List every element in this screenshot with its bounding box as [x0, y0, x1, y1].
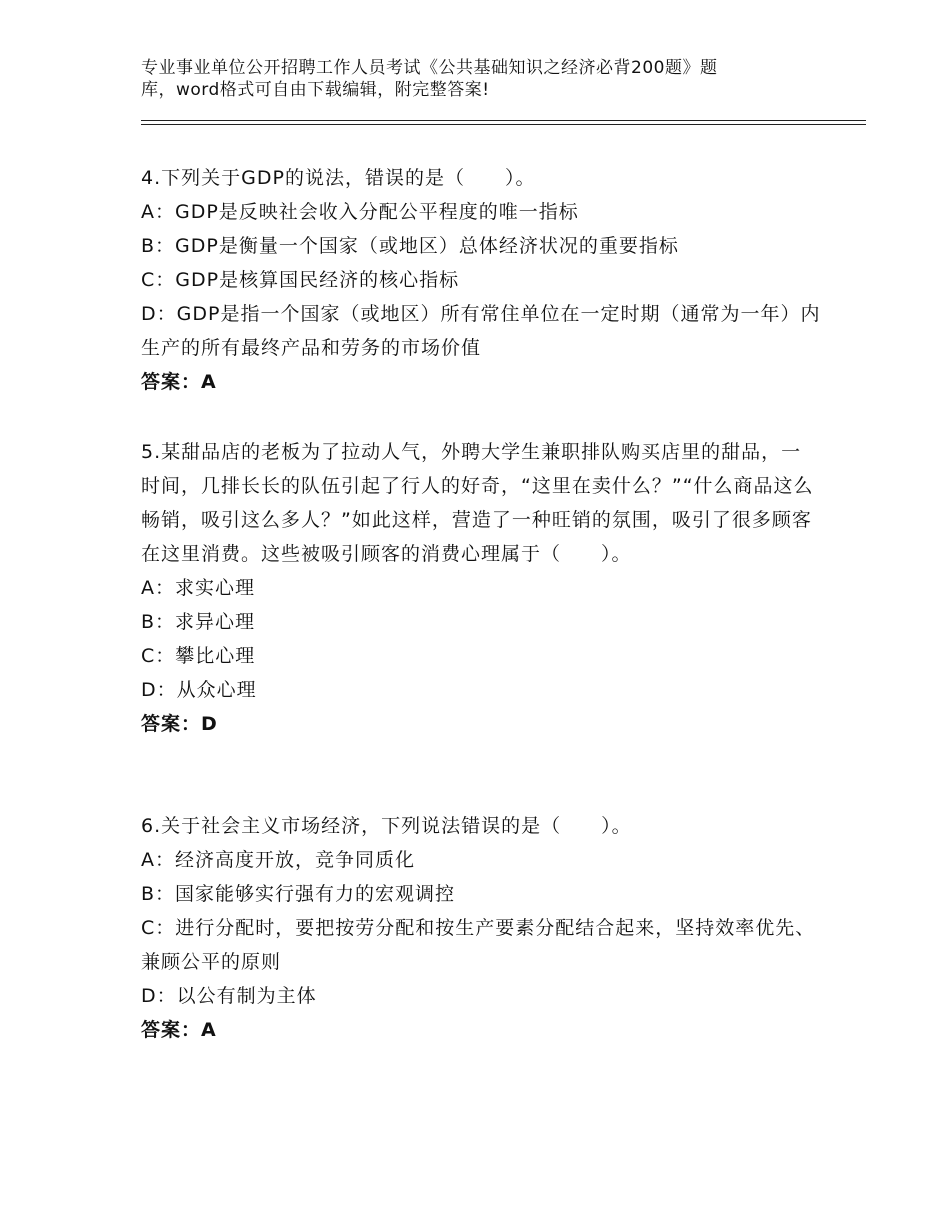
answer-label: 答案：D: [141, 713, 218, 735]
question-4: [141, 161, 821, 399]
option-a: A：经济高度开放，竞争同质化: [141, 849, 415, 871]
option-a: A：GDP是反映社会收入分配公平程度的唯一指标: [141, 201, 579, 223]
option-d: D：从众心理: [141, 679, 257, 701]
option-c: C：进行分配时，要把按劳分配和按生产要素分配结合起来，坚持效率优先、兼顾公平的原则: [141, 917, 816, 973]
header-divider-top: [141, 120, 866, 121]
question-text: 4.下列关于GDP的说法，错误的是（ ）。: [141, 167, 536, 189]
answer-label: 答案：A: [141, 1019, 217, 1041]
option-d: D：以公有制为主体: [141, 985, 317, 1007]
option-b: B：国家能够实行强有力的宏观调控: [141, 883, 456, 905]
option-a: A：求实心理: [141, 577, 255, 599]
option-b: B：GDP是衡量一个国家（或地区）总体经济状况的重要指标: [141, 235, 679, 257]
question-6: [141, 809, 821, 1047]
option-c: C：GDP是核算国民经济的核心指标: [141, 269, 460, 291]
question-text: 5.某甜品店的老板为了拉动人气，外聘大学生兼职排队购买店里的甜品，一时间，几排长长的队伍引起了行人的好奇，“这里在卖什么？”“什么商品这么畅销，吸引这么多人？”如此这样，营造了一种旺销的氛围，吸引了很多顾客在这里消费。这些被吸引顾客的消费心理属于（ ）。: [141, 441, 814, 565]
option-c: C：攀比心理: [141, 645, 256, 667]
header-title-line-2: 库，word格式可自由下载编辑，附完整答案!: [141, 80, 490, 100]
question-text: 6.关于社会主义市场经济，下列说法错误的是（ ）。: [141, 815, 632, 837]
option-d: D：GDP是指一个国家（或地区）所有常住单位在一定时期（通常为一年）内生产的所有最终产品和劳务的市场价值: [141, 303, 821, 359]
header-title-line-1: 专业事业单位公开招聘工作人员考试《公共基础知识之经济必背200题》题: [141, 58, 718, 78]
answer-label: 答案：A: [141, 371, 217, 393]
question-5: [141, 435, 821, 741]
option-b: B：求异心理: [141, 611, 256, 633]
document-header: [141, 57, 781, 101]
header-divider-bottom: [141, 124, 866, 125]
